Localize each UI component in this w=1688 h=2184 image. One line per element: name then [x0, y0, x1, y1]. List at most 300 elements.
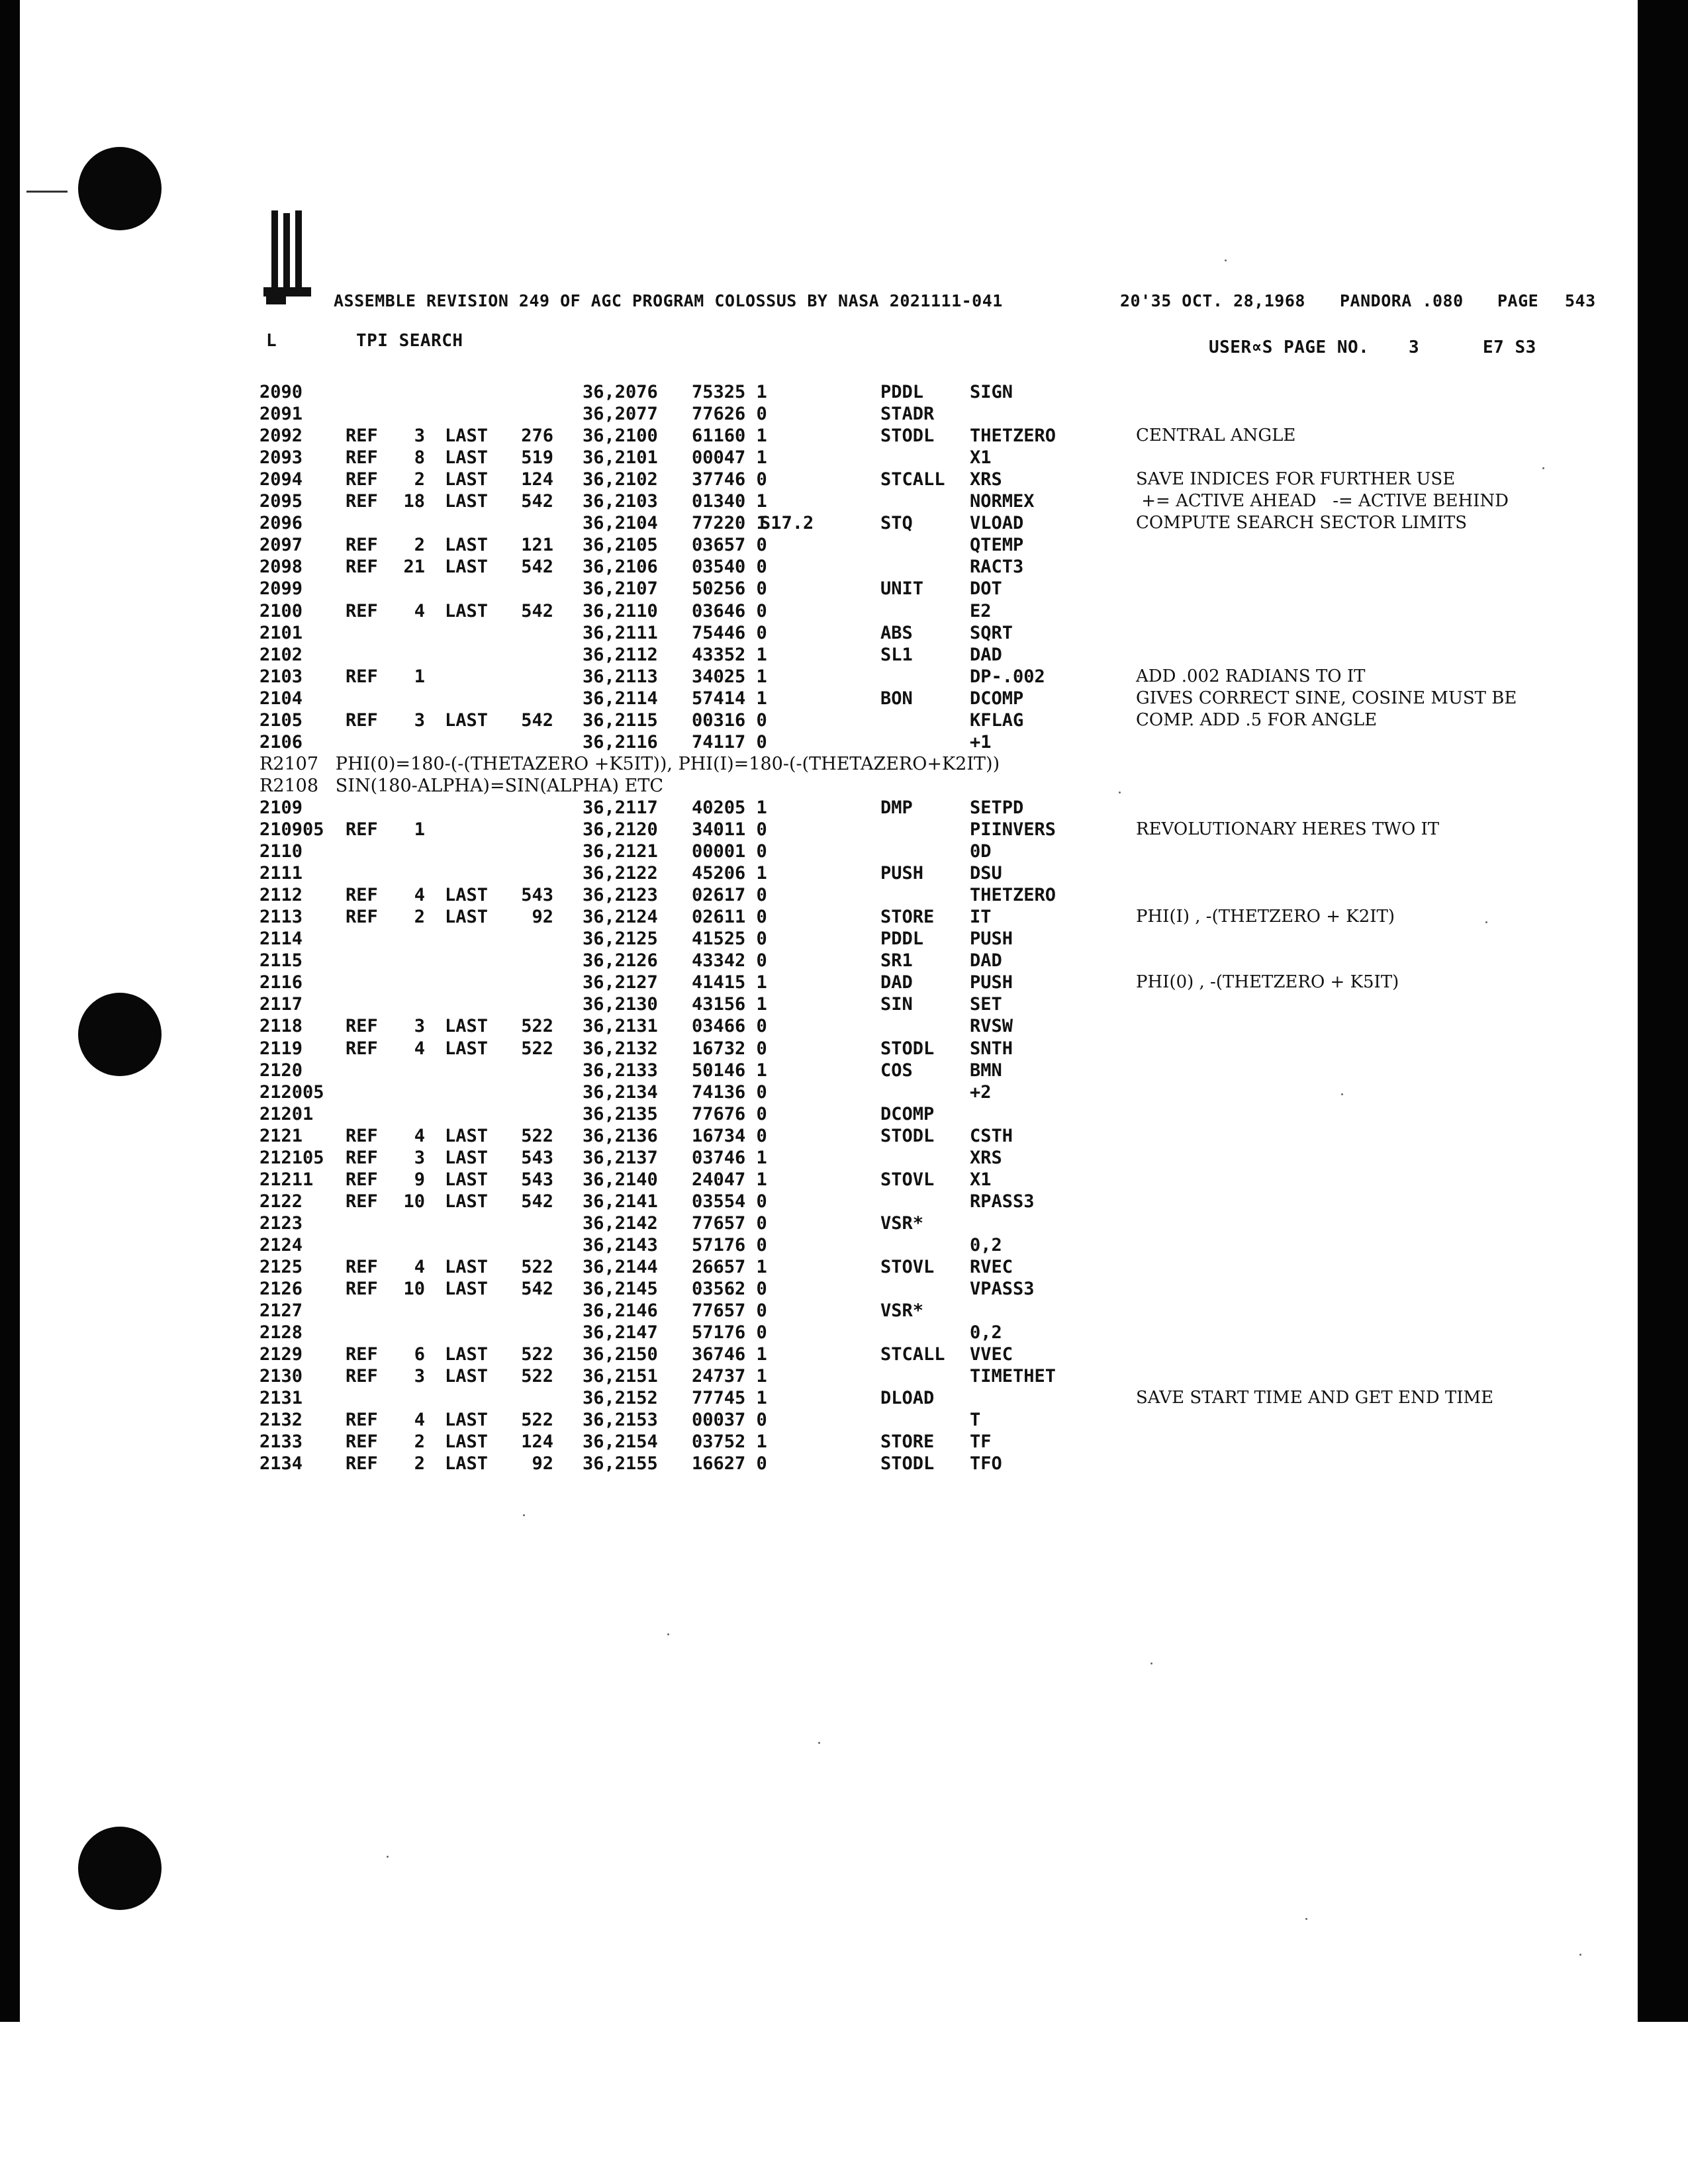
listing-addr-cell: 36,2125	[583, 929, 658, 950]
listing-word-cell: 16732 0	[692, 1038, 767, 1059]
listing-refn-cell: 9	[414, 1169, 425, 1190]
listing-last-cell: LAST	[445, 1366, 489, 1387]
listing-line-cell: 2121	[259, 1125, 303, 1146]
listing-word-cell: 45206 1	[692, 863, 767, 884]
listing-cmt-cell: GIVES CORRECT SINE, COSINE MUST BE	[1136, 688, 1517, 708]
listing-row	[0, 885, 1589, 907]
listing-lastn-cell: 542	[521, 709, 553, 731]
listing-ref-cell: REF	[346, 885, 378, 906]
listing-opnd-cell: SET	[970, 994, 1002, 1015]
listing-ref-cell: REF	[346, 1016, 378, 1037]
listing-last-cell: LAST	[445, 1125, 489, 1146]
listing-refn-cell: 3	[414, 1366, 425, 1387]
listing-last-cell: LAST	[445, 1410, 489, 1431]
listing-last-cell: LAST	[445, 600, 489, 621]
listing-op-cell: DMP	[880, 797, 913, 818]
listing-addr-cell: 36,2113	[583, 666, 658, 687]
listing-last-cell: LAST	[445, 1169, 489, 1190]
listing-opnd-cell: RACT3	[970, 557, 1024, 578]
listing-row	[0, 404, 1589, 426]
listing-ref-cell: REF	[346, 557, 378, 578]
listing-row	[0, 469, 1589, 491]
listing-row	[0, 1257, 1589, 1279]
listing-addr-cell: 36,2104	[583, 513, 658, 534]
listing-cmt-cell: COMP. ADD .5 FOR ANGLE	[1136, 709, 1378, 730]
listing-refn-cell: 4	[414, 885, 425, 906]
listing-row	[0, 732, 1589, 754]
listing-opnd-cell: VVEC	[970, 1344, 1013, 1365]
listing-last-cell: LAST	[445, 885, 489, 906]
listing-ref-cell: REF	[346, 709, 378, 731]
listing-line-cell: 2097	[259, 535, 303, 556]
listing-lastn-cell: 124	[521, 1432, 553, 1453]
listing-addr-cell: 36,2120	[583, 819, 658, 840]
listing-opnd-cell: VPASS3	[970, 1279, 1035, 1300]
listing-op-cell: DLOAD	[880, 1388, 935, 1409]
listing-ref-cell: REF	[346, 469, 378, 490]
listing-word-cell: 61160 1	[692, 426, 767, 447]
listing-addr-cell: 36,2076	[583, 382, 658, 402]
listing-op-cell: ABS	[880, 622, 913, 643]
listing-refn-cell: 6	[414, 1344, 425, 1365]
listing-addr-cell: 36,2105	[583, 535, 658, 556]
listing-addr-cell: 36,2134	[583, 1081, 658, 1103]
listing-lastn-cell: 92	[532, 907, 553, 928]
listing-ref-cell: REF	[346, 535, 378, 556]
listing-opnd-cell: QTEMP	[970, 535, 1024, 556]
listing-line-cell: 2103	[259, 666, 303, 687]
listing-refn-cell: 10	[403, 1191, 425, 1212]
listing-line-cell: 2111	[259, 863, 303, 884]
listing-ref-cell: REF	[346, 1279, 378, 1300]
listing-last-cell: LAST	[445, 1191, 489, 1212]
listing-line-cell: 2099	[259, 578, 303, 600]
header-title: ASSEMBLE REVISION 249 OF AGC PROGRAM COLOSSUS BY NASA 2021111-041	[334, 291, 1003, 310]
listing-line-cell: 2105	[259, 709, 303, 731]
listing-row	[0, 1060, 1589, 1082]
listing-row	[0, 1300, 1589, 1322]
listing-addr-cell: 36,2144	[583, 1257, 658, 1277]
listing-refn-cell: 4	[414, 1038, 425, 1059]
listing-addr-cell: 36,2126	[583, 950, 658, 972]
listing-lastn-cell: 522	[521, 1366, 553, 1387]
listing-word-cell: 03554 0	[692, 1191, 767, 1212]
listing-word-cell: 16734 0	[692, 1125, 767, 1146]
listing-row	[0, 513, 1589, 535]
listing-line-cell: 212105	[259, 1147, 324, 1168]
listing-row	[0, 382, 1589, 404]
listing-row	[0, 1038, 1589, 1060]
listing-op-cell: STORE	[880, 1432, 935, 1453]
listing-line-cell: 2129	[259, 1344, 303, 1365]
listing-last-cell: LAST	[445, 1147, 489, 1168]
scan-speck	[818, 1742, 820, 1744]
listing-opnd-cell: SNTH	[970, 1038, 1013, 1059]
listing-addr-cell: 36,2100	[583, 426, 658, 447]
listing-row	[0, 1016, 1589, 1038]
listing-addr-cell: 36,2117	[583, 797, 658, 818]
listing-row	[0, 666, 1589, 688]
listing-lastn-cell: 542	[521, 1191, 553, 1212]
listing-line-cell: 2117	[259, 994, 303, 1015]
listing-line-cell: 2110	[259, 841, 303, 862]
listing-row	[0, 1279, 1589, 1300]
subheader-extra: E7 S3	[1483, 338, 1536, 357]
listing-opnd-cell: RVEC	[970, 1257, 1013, 1277]
listing-row	[0, 1235, 1589, 1257]
listing-cmt-cell: PHI(0) , -(THETZERO + K5IT)	[1136, 972, 1399, 993]
listing-lastn-cell: 276	[521, 426, 553, 447]
listing-addr-cell: 36,2110	[583, 600, 658, 621]
listing-last-cell: LAST	[445, 426, 489, 447]
scan-speck	[523, 1514, 525, 1516]
listing-ref-cell: REF	[346, 1410, 378, 1431]
listing-line-cell: 2112	[259, 885, 303, 906]
listing-line-cell: 2109	[259, 797, 303, 818]
listing-word-cell: 03646 0	[692, 600, 767, 621]
listing-opnd-cell: TIMETHET	[970, 1366, 1056, 1387]
listing-row	[0, 557, 1589, 578]
listing-addr-cell: 36,2122	[583, 863, 658, 884]
listing-opnd-cell: CSTH	[970, 1125, 1013, 1146]
listing-last-cell: LAST	[445, 709, 489, 731]
listing-op-cell: SL1	[880, 644, 913, 665]
listing-word-cell: 77626 0	[692, 404, 767, 425]
listing-word-cell: 74136 0	[692, 1081, 767, 1103]
listing-ref-cell: REF	[346, 1432, 378, 1453]
listing-word-cell: 75446 0	[692, 622, 767, 643]
listing-ref-cell: REF	[346, 600, 378, 621]
listing-ref-cell: REF	[346, 819, 378, 840]
listing-op-cell: DAD	[880, 972, 913, 993]
listing-addr-cell: 36,2147	[583, 1322, 658, 1343]
listing-addr-cell: 36,2132	[583, 1038, 658, 1059]
listing-line-cell: 2119	[259, 1038, 303, 1059]
listing-line-cell: 2134	[259, 1453, 303, 1475]
scan-speck	[1150, 1662, 1152, 1664]
listing-cmt-cell: SAVE INDICES FOR FURTHER USE	[1136, 469, 1456, 490]
listing-row	[0, 1344, 1589, 1366]
listing-lastn-cell: 542	[521, 491, 553, 512]
listing-word-cell: 57176 0	[692, 1234, 767, 1255]
listing-ref-cell: REF	[346, 1169, 378, 1190]
listing-addr-cell: 36,2155	[583, 1453, 658, 1475]
listing-addr-cell: 36,2146	[583, 1300, 658, 1322]
listing-opnd-cell: DCOMP	[970, 688, 1024, 709]
listing-op-cell: STCALL	[880, 1344, 945, 1365]
listing-last-cell: LAST	[445, 1432, 489, 1453]
listing-op-cell: SR1	[880, 950, 913, 972]
listing-word-cell: 00047 1	[692, 447, 767, 469]
listing-last-cell: LAST	[445, 447, 489, 469]
listing-row	[0, 950, 1589, 972]
listing-ref-cell: REF	[346, 1038, 378, 1059]
listing-word-cell: 00001 0	[692, 841, 767, 862]
listing-opnd-cell: +2	[970, 1081, 992, 1103]
listing-line-cell: 21201	[259, 1103, 314, 1124]
printer-logo-icon	[263, 210, 311, 308]
listing-refn-cell: 4	[414, 1257, 425, 1277]
scan-border-right	[1638, 0, 1688, 2022]
header-pandora: PANDORA .080	[1340, 291, 1464, 310]
scan-speck	[1119, 792, 1121, 794]
listing-opnd-cell: DAD	[970, 950, 1002, 972]
listing-op-cell: UNIT	[880, 578, 924, 600]
listing-opnd-cell: PIINVERS	[970, 819, 1056, 840]
listing-row	[0, 819, 1589, 841]
listing-addr-cell: 36,2135	[583, 1103, 658, 1124]
listing-word-cell: 77745 1	[692, 1388, 767, 1409]
listing-line-cell: 2106	[259, 731, 303, 752]
listing-refn-cell: 18	[403, 491, 425, 512]
scan-speck	[1305, 1918, 1307, 1920]
listing-opnd-cell: DAD	[970, 644, 1002, 665]
listing-addr-cell: 36,2150	[583, 1344, 658, 1365]
listing-line-cell: 2122	[259, 1191, 303, 1212]
listing-ref-cell: REF	[346, 426, 378, 447]
listing-opnd-cell: X1	[970, 1169, 992, 1190]
listing-addr-cell: 36,2133	[583, 1060, 658, 1081]
listing-word-cell: 03540 0	[692, 557, 767, 578]
listing-addr-cell: 36,2136	[583, 1125, 658, 1146]
scan-speck	[387, 1856, 389, 1858]
listing-addr-cell: 36,2151	[583, 1366, 658, 1387]
listing-opnd-cell: TFO	[970, 1453, 1002, 1475]
listing-addr-cell: 36,2103	[583, 491, 658, 512]
listing-row	[0, 1082, 1589, 1104]
listing-line-cell: 2130	[259, 1366, 303, 1387]
listing-opnd-cell: SQRT	[970, 622, 1013, 643]
listing-word-cell: 34025 1	[692, 666, 767, 687]
listing-op-cell: STADR	[880, 404, 935, 425]
listing-lastn-cell: 543	[521, 885, 553, 906]
listing-addr-cell: 36,2111	[583, 622, 658, 643]
listing-refn-cell: 2	[414, 469, 425, 490]
listing-cmt-cell: CENTRAL ANGLE	[1136, 426, 1296, 446]
listing-line-cell: 2093	[259, 447, 303, 469]
listing-lastn-cell: 522	[521, 1125, 553, 1146]
listing-lastn-cell: 542	[521, 557, 553, 578]
listing-addr-cell: 36,2142	[583, 1212, 658, 1234]
subheader-user-page-number: 3	[1409, 338, 1420, 357]
listing-addr-cell: 36,2115	[583, 709, 658, 731]
listing-addr-cell: 36,2141	[583, 1191, 658, 1212]
listing-op-cell: STOVL	[880, 1257, 935, 1277]
listing-last-cell: LAST	[445, 557, 489, 578]
listing-refn-cell: 21	[403, 557, 425, 578]
listing-lastn-cell: 543	[521, 1169, 553, 1190]
listing-line-cell: 2131	[259, 1388, 303, 1409]
listing-word-cell: 00037 0	[692, 1410, 767, 1431]
listing-row	[0, 710, 1589, 732]
listing-refn-cell: 4	[414, 1125, 425, 1146]
listing-lastn-cell: 542	[521, 1279, 553, 1300]
listing-opnd-cell: RPASS3	[970, 1191, 1035, 1212]
punch-hole-bottom	[78, 1827, 162, 1910]
listing-line-cell: 2092	[259, 426, 303, 447]
listing-opnd-cell: SIGN	[970, 382, 1013, 402]
listing-row	[0, 754, 1589, 776]
listing-addr-cell: 36,2101	[583, 447, 658, 469]
listing-refn-cell: 4	[414, 1410, 425, 1431]
listing-word-cell: 77657 0	[692, 1212, 767, 1234]
listing-lastn-cell: 522	[521, 1038, 553, 1059]
listing-opnd-cell: DP-.002	[970, 666, 1045, 687]
listing-lastn-cell: 124	[521, 469, 553, 490]
listing-row	[0, 601, 1589, 623]
listing-lastn-cell: 522	[521, 1257, 553, 1277]
listing-opnd-cell: THETZERO	[970, 426, 1056, 447]
listing-ref-cell: REF	[346, 1344, 378, 1365]
listing-row	[0, 447, 1589, 469]
listing-ref-cell: REF	[346, 447, 378, 469]
scan-speck	[1542, 467, 1544, 469]
header-page-label: PAGE	[1497, 291, 1539, 310]
listing-word-cell: 50256 0	[692, 578, 767, 600]
listing-line-cell: 2120	[259, 1060, 303, 1081]
listing-word-cell: 37746 0	[692, 469, 767, 490]
listing-op-cell: STODL	[880, 1038, 935, 1059]
listing-line-cell: 210905	[259, 819, 324, 840]
listing-refn-cell: 3	[414, 1016, 425, 1037]
listing-last-cell: LAST	[445, 469, 489, 490]
listing-word-cell: 03752 1	[692, 1432, 767, 1453]
listing-op-cell: VSR*	[880, 1300, 924, 1322]
listing-refn-cell: 1	[414, 819, 425, 840]
listing-addr-cell: 36,2127	[583, 972, 658, 993]
listing-lastn-cell: 522	[521, 1344, 553, 1365]
listing-lastn-cell: 522	[521, 1016, 553, 1037]
listing-addr-cell: 36,2143	[583, 1234, 658, 1255]
listing-refn-cell: 10	[403, 1279, 425, 1300]
listing-line-cell: 2091	[259, 404, 303, 425]
listing-row	[0, 1432, 1589, 1453]
listing-line-cell: 2133	[259, 1432, 303, 1453]
listing-op-cell: STORE	[880, 907, 935, 928]
listing-word-cell: 24737 1	[692, 1366, 767, 1387]
listing-op-cell: STOVL	[880, 1169, 935, 1190]
listing-cmt-cell: ADD .002 RADIANS TO IT	[1136, 666, 1366, 686]
listing-opnd-cell: 0D	[970, 841, 992, 862]
listing-refn-cell: 2	[414, 907, 425, 928]
listing-line-cell: 2094	[259, 469, 303, 490]
listing-ref-cell: REF	[346, 491, 378, 512]
listing-word-cell: 01340 1	[692, 491, 767, 512]
listing-line-cell: 2123	[259, 1212, 303, 1234]
listing-op-cell: SIN	[880, 994, 913, 1015]
listing-line-cell: 2126	[259, 1279, 303, 1300]
listing-op-cell: PDDL	[880, 382, 924, 402]
listing-opnd-cell: T	[970, 1410, 981, 1431]
listing-word-cell: 57176 0	[692, 1322, 767, 1343]
punch-hole-tick	[26, 191, 68, 193]
listing-last-cell: LAST	[445, 1344, 489, 1365]
listing-last-cell: LAST	[445, 1453, 489, 1475]
listing-last-cell: LAST	[445, 1257, 489, 1277]
listing-line-cell: 2132	[259, 1410, 303, 1431]
listing-row	[0, 929, 1589, 950]
listing-addr-cell: 36,2114	[583, 688, 658, 709]
listing-line-cell: 2124	[259, 1234, 303, 1255]
listing-cmt-cell: COMPUTE SEARCH SECTOR LIMITS	[1136, 513, 1468, 533]
listing-line-cell: 2125	[259, 1257, 303, 1277]
listing-row	[0, 1148, 1589, 1169]
listing-opnd-cell: X1	[970, 447, 992, 469]
listing-word-cell: 02611 0	[692, 907, 767, 928]
listing-word-cell: 16627 0	[692, 1453, 767, 1475]
listing-opnd-cell: PUSH	[970, 972, 1013, 993]
listing-line-cell: 2096	[259, 513, 303, 534]
listing-refn-cell: 2	[414, 1432, 425, 1453]
listing-cmt-cell: += ACTIVE AHEAD -= ACTIVE BEHIND	[1136, 491, 1509, 512]
listing-line-cell: 2127	[259, 1300, 303, 1322]
listing-row	[0, 1126, 1589, 1148]
listing-row	[0, 1169, 1589, 1191]
listing-opnd-cell: KFLAG	[970, 709, 1024, 731]
listing-op-cell: STQ	[880, 513, 913, 534]
scan-speck	[1225, 259, 1227, 261]
listing-word-cell: 02617 0	[692, 885, 767, 906]
listing-word-cell: 77657 0	[692, 1300, 767, 1322]
listing-cmt-cell: REVOLUTIONARY HERES TWO IT	[1136, 819, 1440, 839]
listing-addr-cell: 36,2140	[583, 1169, 658, 1190]
listing-last-cell: LAST	[445, 907, 489, 928]
listing-row	[0, 907, 1589, 929]
listing-addr-cell: 36,2116	[583, 731, 658, 752]
listing-opnd-cell: THETZERO	[970, 885, 1056, 906]
listing-row	[0, 645, 1589, 666]
listing-refn-cell: 1	[414, 666, 425, 687]
listing-line-cell: 2114	[259, 929, 303, 950]
listing-row	[0, 1388, 1589, 1410]
listing-line-cell: 2095	[259, 491, 303, 512]
listing-line-cell: 2113	[259, 907, 303, 928]
listing-refn-cell: 3	[414, 426, 425, 447]
listing-bank-cell: S17.2	[760, 513, 814, 534]
listing-word-cell: 41525 0	[692, 929, 767, 950]
listing-row	[0, 1104, 1589, 1126]
listing-ref-cell: REF	[346, 1125, 378, 1146]
punch-hole-top	[78, 147, 162, 230]
listing-op-cell: STODL	[880, 426, 935, 447]
listing-line-cell: 2090	[259, 382, 303, 402]
listing-addr-cell: 36,2131	[583, 1016, 658, 1037]
listing-addr-cell: 36,2077	[583, 404, 658, 425]
listing-word-cell: 50146 1	[692, 1060, 767, 1081]
listing-opnd-cell: XRS	[970, 1147, 1002, 1168]
listing-addr-cell: 36,2153	[583, 1410, 658, 1431]
listing-refn-cell: 3	[414, 1147, 425, 1168]
listing-op-cell: DCOMP	[880, 1103, 935, 1124]
listing-opnd-cell: IT	[970, 907, 992, 928]
listing-word-cell: 03657 0	[692, 535, 767, 556]
listing-word-cell: 43352 1	[692, 644, 767, 665]
listing-lastn-cell: 522	[521, 1410, 553, 1431]
subheader-user-page-label: USER∝S PAGE NO.	[1209, 338, 1370, 357]
listing-word-cell: 43342 0	[692, 950, 767, 972]
listing-addr-cell: 36,2123	[583, 885, 658, 906]
listing-row	[0, 776, 1589, 797]
listing-row	[0, 623, 1589, 645]
listing-op-cell: VSR*	[880, 1212, 924, 1234]
listing-addr-cell: 36,2130	[583, 994, 658, 1015]
listing-last-cell: LAST	[445, 1038, 489, 1059]
listing-remark: R2108 SIN(180-ALPHA)=SIN(ALPHA) ETC	[259, 775, 664, 796]
listing-word-cell: 03466 0	[692, 1016, 767, 1037]
listing-opnd-cell: RVSW	[970, 1016, 1013, 1037]
listing-opnd-cell: NORMEX	[970, 491, 1035, 512]
listing-word-cell: 75325 1	[692, 382, 767, 402]
